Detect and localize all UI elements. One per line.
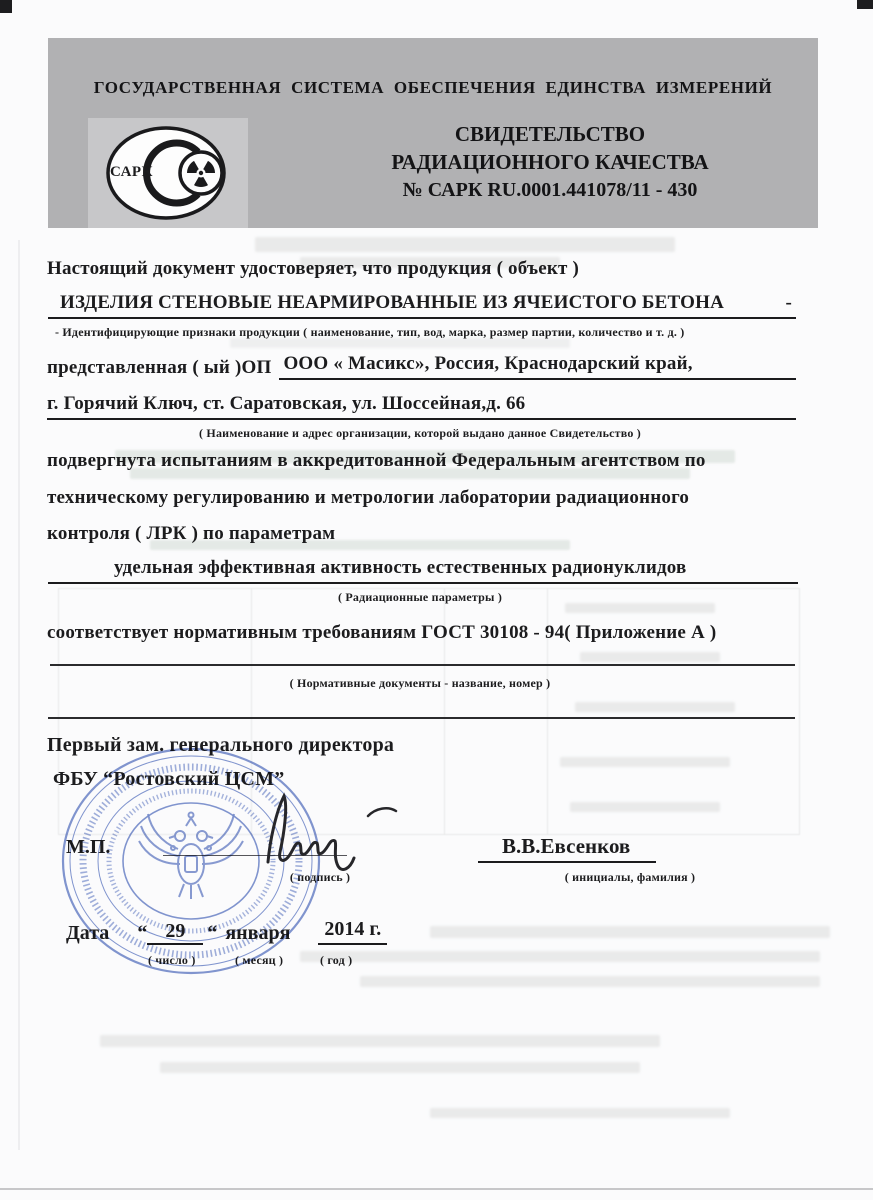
scan-corner-mark: [857, 0, 873, 9]
day-note: ( число ): [148, 953, 196, 967]
header-band: [48, 38, 818, 228]
name-note: ( инициалы, фамилия ): [564, 870, 696, 884]
date-close-quote: “: [207, 922, 218, 944]
parameter-value: удельная эффективная активность естественных радионуклидов: [106, 557, 694, 584]
bleedthrough-artifact: [560, 757, 730, 767]
certificate-number: № САРК RU.0001.441078/11 - 430: [402, 179, 698, 201]
presented-line: [47, 353, 796, 380]
conforms-line: соответствует нормативным требованиям ГОСТ 30108 - 94( Приложение А ): [47, 622, 717, 643]
address-value: г. Горячий Ключ, ст. Саратовская, ул. Шоссейная,д. 66: [47, 393, 531, 420]
product-dash: -: [781, 292, 796, 319]
presented-underline: [697, 378, 796, 380]
address-underline: [531, 418, 796, 420]
bleedthrough-artifact: [570, 802, 720, 812]
signer-position-line1: Первый зам. генерального директора: [47, 734, 395, 756]
parameter-note: ( Радиационные параметры ): [337, 590, 503, 604]
tested-line1: подвергнута испытаниям в аккредитованной Федеральным агентством по: [47, 450, 706, 471]
normative-rule-bottom: [48, 717, 795, 719]
presented-value: ООО « Масикс», Россия, Краснодарский край,: [279, 353, 696, 380]
mp-label: М.П.: [66, 836, 111, 858]
logo-label: САРК: [110, 164, 153, 180]
month-note: ( месяц ): [235, 953, 284, 967]
date-month: января: [225, 922, 291, 944]
parameter-lead-underline: [48, 582, 106, 584]
system-title: ГОСУДАРСТВЕННАЯ СИСТЕМА ОБЕСПЕЧЕНИЯ ЕДИНСТВА ИЗМЕРЕНИЙ: [93, 78, 773, 97]
certificate-title: [310, 120, 790, 204]
product-underline: [734, 317, 781, 319]
parameter-line: [48, 557, 798, 584]
certificate-title-line1: СВИДЕТЕЛЬСТВО: [454, 122, 646, 146]
name-lead-underline: [478, 861, 500, 863]
bleedthrough-artifact: [300, 951, 820, 962]
bleedthrough-artifact: [430, 1108, 730, 1118]
bleedthrough-artifact: [575, 702, 735, 712]
scan-crease: [18, 240, 20, 1150]
bleedthrough-artifact: [100, 1035, 660, 1047]
product-note: - Идентифицирующие признаки продукции ( наименование, тип, вод, марка, размер партии, количество и т. д. ): [55, 325, 685, 339]
tested-line3: контроля ( ЛРК ) по параметрам: [47, 523, 336, 544]
scan-corner-mark: [0, 0, 12, 13]
date-year: 2014 г.: [318, 918, 387, 945]
product-name: ИЗДЕЛИЯ СТЕНОВЫЕ НЕАРМИРОВАННЫЕ ИЗ ЯЧЕИСТОГО БЕТОНА: [48, 292, 734, 319]
tested-line2: техническому регулированию и метрологии лаборатории радиационного: [47, 487, 690, 508]
parameter-trail-underline: [694, 582, 798, 584]
normative-rule-top: [50, 664, 795, 666]
bleedthrough-artifact: [160, 1062, 640, 1073]
org-note: ( Наименование и адрес организации, которой выдано данное Свидетельство ): [199, 426, 641, 440]
date-day: 29: [147, 920, 203, 945]
bleedthrough-artifact: [255, 237, 675, 252]
presented-label: представленная ( ый )ОП: [47, 357, 272, 378]
signer-position-line2: ФБУ “Ростовский ЦСМ”: [53, 768, 285, 790]
normative-note: ( Нормативные документы - название, номер ): [289, 676, 551, 690]
date-open-quote: “: [137, 922, 148, 944]
sark-logo: [88, 118, 248, 228]
bleedthrough-artifact: [580, 652, 720, 662]
signer-name: В.В.Евсенков: [500, 834, 632, 863]
signer-name-line: [478, 834, 656, 863]
name-trail-underline: [632, 861, 656, 863]
handwritten-signature: [250, 790, 410, 880]
signature-note: ( подпись ): [289, 870, 351, 884]
stamp-eagle-icon: [139, 813, 243, 900]
product-line: [48, 292, 796, 319]
scan-edge-line: [0, 1188, 873, 1190]
intro-line: Настоящий документ удостоверяет, что продукция ( объект ): [47, 258, 580, 279]
certificate-title-line2: РАДИАЦИОННОГО КАЧЕСТВА: [391, 150, 709, 174]
address-line: [47, 393, 796, 420]
date-label: Дата: [66, 922, 110, 944]
bleedthrough-artifact: [430, 926, 830, 938]
bleedthrough-artifact: [360, 976, 820, 987]
year-note: ( год ): [320, 953, 353, 967]
